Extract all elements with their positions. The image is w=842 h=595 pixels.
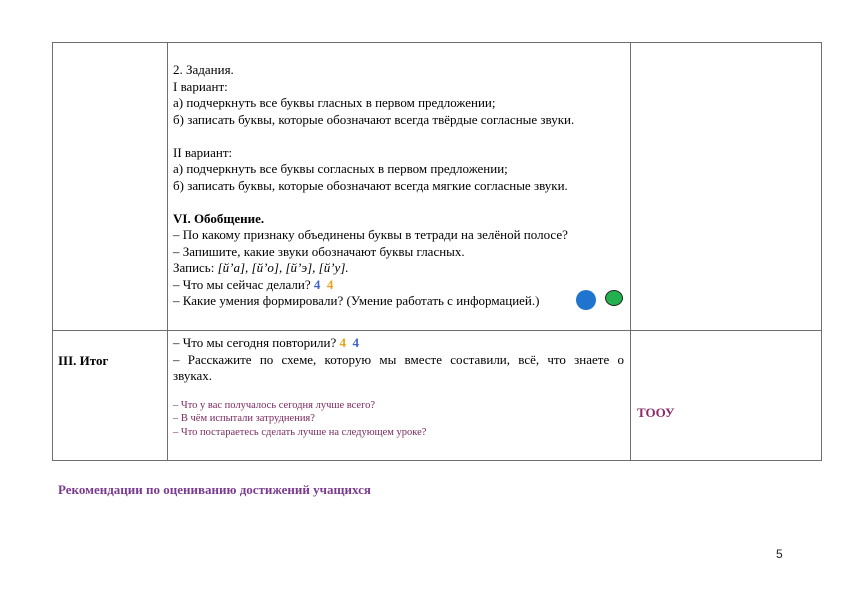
generalization-title: VI. Обобщение. — [173, 210, 265, 226]
activity-cell-tasks — [168, 43, 631, 331]
question-line — [173, 335, 624, 352]
reflection-question: – Что у вас получалось сегодня лучше всего? — [173, 399, 376, 411]
lesson-table — [52, 42, 822, 461]
question-line: – Запишите, какие звуки обозначают буквы гласных. — [173, 243, 465, 259]
result-cell-summary — [631, 331, 822, 461]
record-line — [173, 260, 624, 277]
reflection-question: – В чём испытали затруднения? — [173, 413, 315, 424]
grade-number: 4 — [326, 276, 334, 292]
grade-number: 4 — [313, 276, 321, 292]
question-line: – Какие умения формировали? (Умение работать с информацией.) — [173, 293, 540, 308]
stage-cell-empty — [53, 43, 168, 331]
variant-2-task-b: б) записать буквы, которые обозначают всегда мягкие согласные звуки. — [173, 177, 568, 193]
question-line: – По какому признаку объединены буквы в тетради на зелёной полосе? — [173, 227, 568, 242]
variant-2-title: II вариант: — [173, 144, 233, 160]
question-line — [173, 277, 624, 294]
question-line: – Расскажите по схеме, которую мы вместе составили, всё, что знаете о — [173, 351, 624, 367]
variant-1-task-a: а) подчеркнуть все буквы гласных в первом предложении; — [173, 95, 496, 110]
blue-circle-icon — [576, 290, 596, 310]
stage-cell-summary — [53, 331, 168, 461]
grade-number: 4 — [339, 335, 347, 350]
tasks-heading: 2. Задания. — [173, 62, 234, 77]
question-line-cont: звуках. — [173, 368, 212, 383]
record-value: [й’а], [й’о], [й’э], [й’у]. — [217, 260, 349, 275]
result-cell-empty — [631, 43, 822, 331]
reflection-questions — [173, 399, 624, 440]
stage-title: III. Итог — [58, 353, 109, 368]
variant-2-task-a: а) подчеркнуть все буквы согласных в первом предложении; — [173, 161, 508, 176]
question-text: – Что мы сейчас делали? — [173, 276, 314, 292]
record-label: Запись: — [173, 260, 218, 275]
activity-cell-summary — [168, 331, 631, 461]
question-text: – Что мы сегодня повторили? — [173, 335, 340, 350]
variant-1-task-b: б) записать буквы, которые обозначают всегда твёрдые согласные звуки. — [173, 111, 575, 127]
reflection-question: – Что постараетесь сделать лучше на следующем уроке? — [173, 426, 427, 438]
green-circle-icon — [605, 290, 623, 306]
variant-1-title: I вариант: — [173, 78, 228, 94]
result-label: ТООУ — [637, 405, 675, 420]
grade-number: 4 — [352, 335, 360, 350]
page-number: 5 — [776, 547, 783, 561]
recommendations-heading: Рекомендации по оцениванию достижений учащихся — [58, 482, 371, 497]
